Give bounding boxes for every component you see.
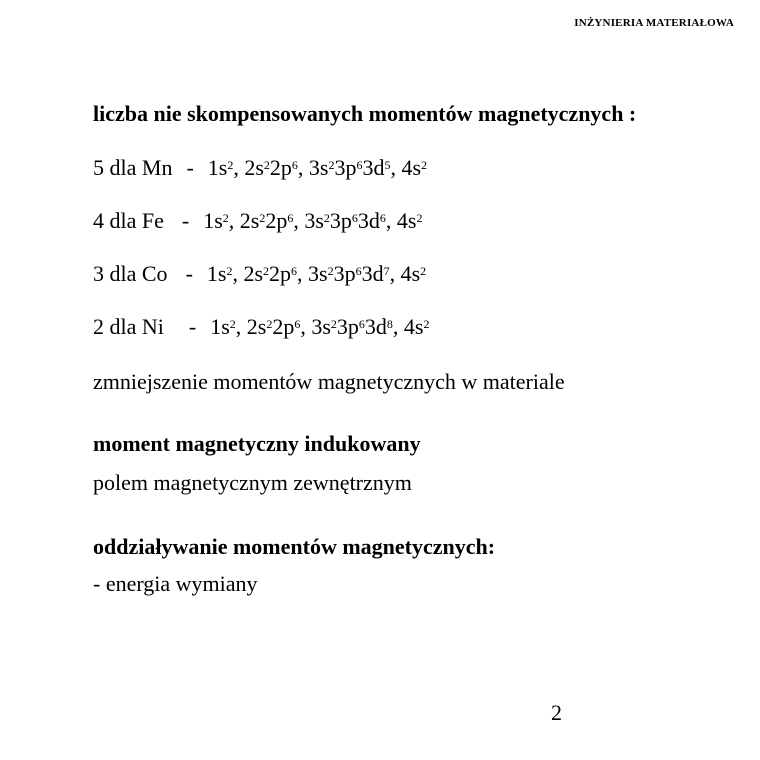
induced-description: polem magnetycznym zewnętrznym (93, 470, 412, 495)
document-header: INŻYNIERIA MATERIAŁOWA (574, 17, 734, 29)
config-label: 2 dla Ni (93, 314, 164, 339)
config-line-fe: 4 dla Fe - $1s^2$, $2s^22p^6$, $3s^23p^63d^6$, $4s^2$ (93, 208, 423, 233)
heading-moment-interaction: oddziaływanie momentów magnetycznych: (93, 534, 496, 559)
heading-induced-moment: moment magnetyczny indukowany (93, 431, 421, 456)
config-label: 3 dla Co (93, 261, 168, 286)
config-line-co: 3 dla Co - $1s^2$, $2s^22p^6$, $3s^23p^63d^7$, $4s^2$ (93, 261, 427, 286)
page-number: 2 (551, 700, 562, 725)
reduction-text: zmniejszenie momentów magnetycznych w materiale (93, 369, 565, 394)
config-line-mn: 5 dla Mn - $1s^2$, $2s^22p^6$, $3s^23p^63d^5$, $4s^2$ (93, 155, 428, 180)
interaction-item: - energia wymiany (93, 571, 258, 596)
config-label: 5 dla Mn (93, 155, 173, 180)
config-label: 4 dla Fe (93, 208, 164, 233)
heading-uncompensated-moments: liczba nie skompensowanych momentów magnetycznych : (93, 101, 637, 126)
config-line-ni: 2 dla Ni - $1s^2$, $2s^22p^6$, $3s^23p^63d^8$, $4s^2$ (93, 314, 430, 339)
